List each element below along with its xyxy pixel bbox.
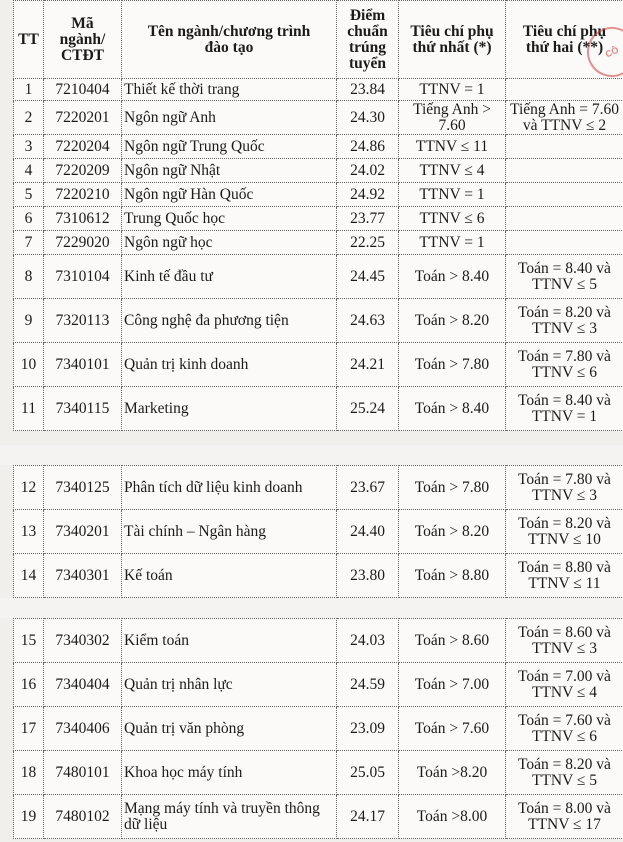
row-criterion-1: TTNV ≤ 6 (399, 207, 506, 231)
row-code: 7340406 (44, 707, 122, 751)
row-cutoff-score: 24.45 (337, 255, 399, 299)
row-criterion-2: Toán = 8.40 và TTNV = 1 (506, 387, 623, 431)
row-program-name: Kế toán (122, 554, 337, 598)
row-code: 7220210 (44, 183, 122, 207)
admission-table-part-2 (13, 465, 623, 598)
row-code: 7220209 (44, 159, 122, 183)
row-cutoff-score: 24.86 (337, 135, 399, 159)
row-tt: 12 (14, 466, 44, 510)
row-cutoff-score: 25.24 (337, 387, 399, 431)
row-criterion-2 (506, 231, 623, 255)
row-program-name: Ngôn ngữ Nhật (122, 159, 337, 183)
row-program-name: Kinh tế đầu tư (122, 255, 337, 299)
row-tt: 17 (14, 707, 44, 751)
row-cutoff-score: 24.21 (337, 343, 399, 387)
row-criterion-2: Toán = 8.00 và TTNV ≤ 17 (506, 795, 623, 839)
row-tt: 13 (14, 510, 44, 554)
table-row (14, 343, 623, 387)
table-row (14, 299, 623, 343)
row-code: 7320113 (44, 299, 122, 343)
row-cutoff-score: 23.67 (337, 466, 399, 510)
page-break-gap-1 (0, 445, 623, 465)
table-header-row (14, 1, 623, 79)
row-code: 7340404 (44, 663, 122, 707)
row-criterion-2: Toán = 8.20 và TTNV ≤ 3 (506, 299, 623, 343)
row-code: 7480102 (44, 795, 122, 839)
row-criterion-2: Tiếng Anh = 7.60 và TTNV ≤ 2 (506, 101, 623, 135)
row-criterion-2: Toán = 7.80 và TTNV ≤ 6 (506, 343, 623, 387)
row-tt: 3 (14, 135, 44, 159)
row-program-name: Ngôn ngữ học (122, 231, 337, 255)
row-tt: 4 (14, 159, 44, 183)
row-code: 7480101 (44, 751, 122, 795)
row-criterion-1: Toán > 7.60 (399, 707, 506, 751)
row-tt: 6 (14, 207, 44, 231)
row-program-name: Ngôn ngữ Trung Quốc (122, 135, 337, 159)
row-code: 7340201 (44, 510, 122, 554)
table-row (14, 231, 623, 255)
row-cutoff-score: 24.03 (337, 619, 399, 663)
row-code: 7210404 (44, 79, 122, 101)
table-row (14, 619, 623, 663)
table-row (14, 510, 623, 554)
table-row (14, 183, 623, 207)
table-row (14, 79, 623, 101)
row-criterion-1: Tiếng Anh > 7.60 (399, 101, 506, 135)
row-code: 7220204 (44, 135, 122, 159)
row-criterion-2 (506, 79, 623, 101)
row-criterion-1: Toán > 8.40 (399, 255, 506, 299)
row-cutoff-score: 23.84 (337, 79, 399, 101)
row-tt: 18 (14, 751, 44, 795)
row-criterion-1: Toán > 8.80 (399, 554, 506, 598)
row-criterion-2 (506, 207, 623, 231)
row-program-name: Khoa học máy tính (122, 751, 337, 795)
row-criterion-2 (506, 183, 623, 207)
row-cutoff-score: 24.63 (337, 299, 399, 343)
row-criterion-1: Toán >8.00 (399, 795, 506, 839)
table-row (14, 159, 623, 183)
row-criterion-1: TTNV ≤ 4 (399, 159, 506, 183)
row-code: 7340101 (44, 343, 122, 387)
table-row (14, 707, 623, 751)
row-cutoff-score: 24.92 (337, 183, 399, 207)
row-criterion-1: TTNV ≤ 11 (399, 135, 506, 159)
row-criterion-2: Toán = 7.00 và TTNV ≤ 4 (506, 663, 623, 707)
table-row (14, 207, 623, 231)
row-program-name: Mạng máy tính và truyền thông dữ liệu (122, 795, 337, 839)
row-tt: 8 (14, 255, 44, 299)
row-program-name: Quản trị nhân lực (122, 663, 337, 707)
row-code: 7220201 (44, 101, 122, 135)
row-criterion-2 (506, 159, 623, 183)
row-criterion-1: Toán > 8.20 (399, 510, 506, 554)
row-criterion-2 (506, 135, 623, 159)
row-criterion-2: Toán = 7.80 và TTNV ≤ 3 (506, 466, 623, 510)
row-tt: 2 (14, 101, 44, 135)
row-program-name: Phân tích dữ liệu kinh doanh (122, 466, 337, 510)
row-criterion-1: Toán > 8.40 (399, 387, 506, 431)
row-tt: 11 (14, 387, 44, 431)
row-criterion-1: TTNV = 1 (399, 79, 506, 101)
row-program-name: Ngôn ngữ Anh (122, 101, 337, 135)
row-tt: 16 (14, 663, 44, 707)
admission-table-part-3 (13, 618, 623, 839)
row-tt: 9 (14, 299, 44, 343)
row-tt: 10 (14, 343, 44, 387)
table-row (14, 466, 623, 510)
row-tt: 5 (14, 183, 44, 207)
row-program-name: Quản trị kinh doanh (122, 343, 337, 387)
row-program-name: Quản trị văn phòng (122, 707, 337, 751)
table-row (14, 101, 623, 135)
page-break-gap-2 (0, 598, 623, 618)
row-program-name: Thiết kế thời trang (122, 79, 337, 101)
table-row (14, 663, 623, 707)
header-tt: TT (14, 1, 44, 79)
row-cutoff-score: 23.80 (337, 554, 399, 598)
row-cutoff-score: 24.02 (337, 159, 399, 183)
header-name: Tên ngành/chương trình đào tạo (122, 1, 337, 79)
header-criterion-1: Tiêu chí phụ thứ nhất (*) (399, 1, 506, 79)
row-tt: 15 (14, 619, 44, 663)
row-criterion-1: Toán >8.20 (399, 751, 506, 795)
row-code: 7340302 (44, 619, 122, 663)
header-criterion-2: Tiêu chí phụ thứ hai (**) CÔ (506, 1, 623, 79)
red-stamp: CÔ (579, 19, 623, 79)
row-cutoff-score: 23.77 (337, 207, 399, 231)
row-tt: 1 (14, 79, 44, 101)
row-criterion-1: Toán > 7.80 (399, 343, 506, 387)
header-score: Điểm chuẩn trúng tuyển (337, 1, 399, 79)
table-row (14, 387, 623, 431)
row-program-name: Công nghệ đa phương tiện (122, 299, 337, 343)
row-cutoff-score: 22.25 (337, 231, 399, 255)
row-code: 7340301 (44, 554, 122, 598)
row-tt: 14 (14, 554, 44, 598)
row-cutoff-score: 23.09 (337, 707, 399, 751)
row-code: 7340115 (44, 387, 122, 431)
row-criterion-1: TTNV = 1 (399, 183, 506, 207)
table-row (14, 135, 623, 159)
row-criterion-1: Toán > 7.80 (399, 466, 506, 510)
row-criterion-1: Toán > 7.00 (399, 663, 506, 707)
row-program-name: Marketing (122, 387, 337, 431)
row-criterion-2: Toán = 7.60 và TTNV ≤ 6 (506, 707, 623, 751)
row-program-name: Kiểm toán (122, 619, 337, 663)
row-program-name: Trung Quốc học (122, 207, 337, 231)
table-row (14, 751, 623, 795)
header-code: Mã ngành/ CTĐT (44, 1, 122, 79)
table-row (14, 255, 623, 299)
row-code: 7310612 (44, 207, 122, 231)
row-tt: 7 (14, 231, 44, 255)
row-criterion-1: TTNV = 1 (399, 231, 506, 255)
row-criterion-2: Toán = 8.20 và TTNV ≤ 10 (506, 510, 623, 554)
row-tt: 19 (14, 795, 44, 839)
table-row (14, 554, 623, 598)
row-program-name: Ngôn ngữ Hàn Quốc (122, 183, 337, 207)
row-criterion-2: Toán = 8.60 và TTNV ≤ 3 (506, 619, 623, 663)
row-program-name: Tài chính – Ngân hàng (122, 510, 337, 554)
admission-table-part-1 (13, 0, 623, 431)
row-code: 7229020 (44, 231, 122, 255)
row-code: 7340125 (44, 466, 122, 510)
row-cutoff-score: 24.59 (337, 663, 399, 707)
table-row (14, 795, 623, 839)
row-cutoff-score: 25.05 (337, 751, 399, 795)
row-cutoff-score: 24.17 (337, 795, 399, 839)
row-code: 7310104 (44, 255, 122, 299)
row-criterion-2: Toán = 8.80 và TTNV ≤ 11 (506, 554, 623, 598)
row-criterion-1: Toán > 8.60 (399, 619, 506, 663)
row-cutoff-score: 24.30 (337, 101, 399, 135)
row-criterion-2: Toán = 8.20 và TTNV ≤ 5 (506, 751, 623, 795)
row-cutoff-score: 24.40 (337, 510, 399, 554)
row-criterion-2: Toán = 8.40 và TTNV ≤ 5 (506, 255, 623, 299)
row-criterion-1: Toán > 8.20 (399, 299, 506, 343)
